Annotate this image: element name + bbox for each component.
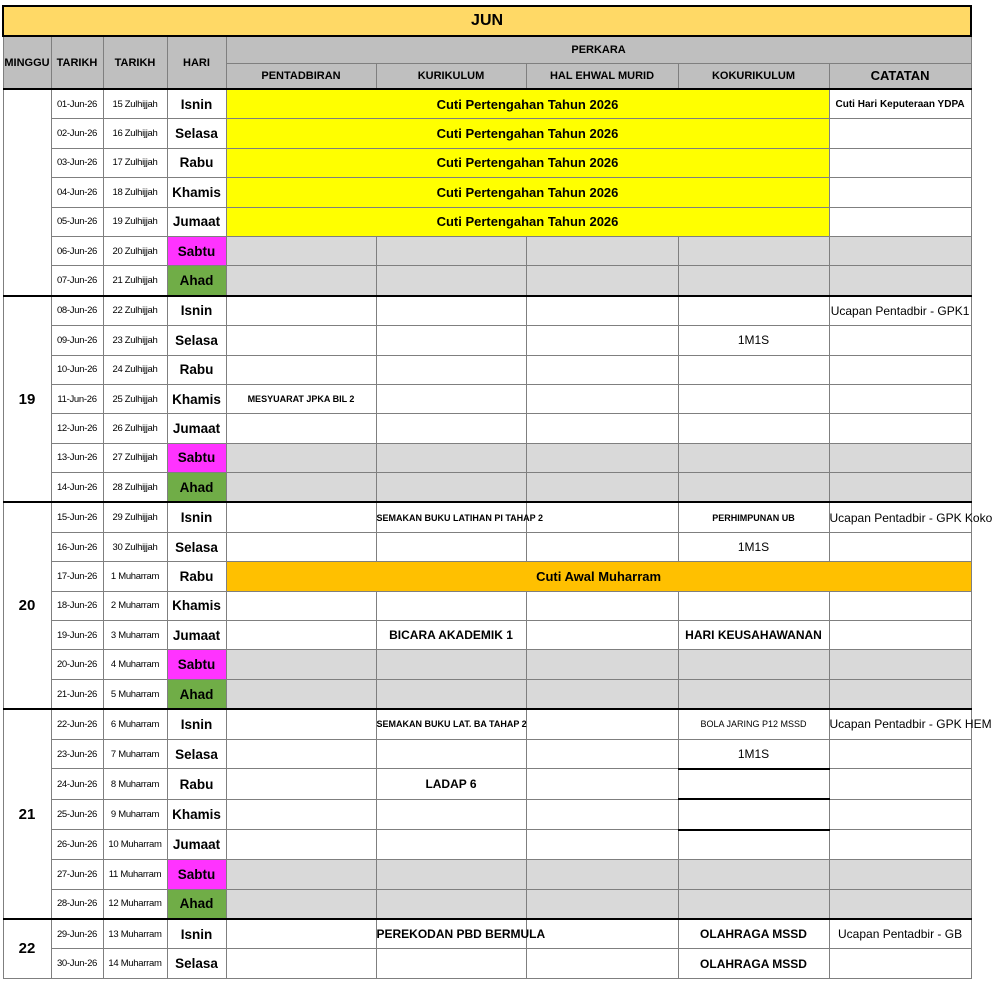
table-row [3,860,971,889]
pentadbiran-cell [226,443,376,472]
kokurikulum-cell [678,473,829,503]
catatan-cell: Ucapan Pentadbir - GB [829,919,971,949]
table-row [3,384,971,413]
week-number: 22 [3,919,51,978]
kokurikulum-cell [678,799,829,829]
kokurikulum-cell [678,650,829,679]
hijri-date-cell: 14 Muharram [103,949,167,978]
hijri-date-cell: 7 Muharram [103,739,167,769]
hijri-date-cell: 6 Muharram [103,709,167,739]
catatan-cell: Ucapan Pentadbir - GPK1 [829,296,971,326]
date-cell: 13-Jun-26 [51,443,103,472]
hem-cell [526,443,678,472]
kurikulum-cell [376,414,526,443]
date-cell: 05-Jun-26 [51,207,103,236]
hijri-date-cell: 10 Muharram [103,830,167,860]
pentadbiran-cell [226,799,376,829]
hijri-date-cell: 18 Zulhijjah [103,178,167,207]
holiday-banner: Cuti Pertengahan Tahun 2026 [226,119,829,148]
hem-cell [526,679,678,709]
day-cell: Jumaat [167,830,226,860]
catatan-cell [829,355,971,384]
kurikulum-cell [376,591,526,620]
date-cell: 26-Jun-26 [51,830,103,860]
hijri-date-cell: 17 Zulhijjah [103,148,167,177]
hijri-date-cell: 2 Muharram [103,591,167,620]
june-calendar-table [2,5,992,979]
hem-cell [526,739,678,769]
table-row [3,799,971,829]
table-row [3,532,971,561]
table-row [3,89,971,119]
date-cell: 23-Jun-26 [51,739,103,769]
kurikulum-cell [376,326,526,355]
catatan-cell: Ucapan Pentadbir - GPK HEM [829,709,971,739]
day-cell: Rabu [167,355,226,384]
hijri-date-cell: 3 Muharram [103,621,167,650]
hijri-date-cell: 13 Muharram [103,919,167,949]
kurikulum-cell [376,236,526,265]
kokurikulum-cell [678,679,829,709]
pentadbiran-cell [226,830,376,860]
header-minggu: MINGGU [3,36,51,89]
hijri-date-cell: 15 Zulhijjah [103,89,167,119]
table-row [3,355,971,384]
catatan-cell [829,414,971,443]
hijri-date-cell: 12 Muharram [103,889,167,919]
hijri-date-cell: 24 Zulhijjah [103,355,167,384]
hem-cell [526,296,678,326]
day-cell: Sabtu [167,860,226,889]
day-cell: Khamis [167,384,226,413]
kurikulum-cell: SEMAKAN BUKU LAT. BA TAHAP 2 [376,709,526,739]
day-cell: Jumaat [167,207,226,236]
kurikulum-cell [376,384,526,413]
kurikulum-cell [376,679,526,709]
date-cell: 22-Jun-26 [51,709,103,739]
date-cell: 04-Jun-26 [51,178,103,207]
week-number [3,89,51,296]
kokurikulum-cell: 1M1S [678,739,829,769]
kokurikulum-cell [678,769,829,799]
hijri-date-cell: 21 Zulhijjah [103,266,167,296]
table-row [3,148,971,177]
pentadbiran-cell [226,414,376,443]
table-row [3,207,971,236]
kurikulum-cell [376,739,526,769]
table-row [3,296,971,326]
date-cell: 29-Jun-26 [51,919,103,949]
kokurikulum-cell [678,355,829,384]
kokurikulum-cell [678,236,829,265]
date-cell: 03-Jun-26 [51,148,103,177]
day-cell: Ahad [167,889,226,919]
hijri-date-cell: 20 Zulhijjah [103,236,167,265]
kurikulum-cell: PEREKODAN PBD BERMULA [376,919,526,949]
day-cell: Sabtu [167,236,226,265]
table-row [3,709,971,739]
pentadbiran-cell [226,266,376,296]
day-cell: Isnin [167,709,226,739]
table-row [3,473,971,503]
kokurikulum-cell: OLAHRAGA MSSD [678,919,829,949]
date-cell: 18-Jun-26 [51,591,103,620]
pentadbiran-cell [226,502,376,532]
header-perkara: PERKARA [226,36,971,63]
hijri-date-cell: 8 Muharram [103,769,167,799]
table-row [3,739,971,769]
pentadbiran-cell [226,860,376,889]
table-row [3,679,971,709]
header-hari: HARI [167,36,226,89]
week-number: 21 [3,709,51,919]
table-row [3,769,971,799]
table-row [3,949,971,978]
kokurikulum-cell [678,296,829,326]
hem-cell [526,326,678,355]
hijri-date-cell: 25 Zulhijjah [103,384,167,413]
hijri-date-cell: 26 Zulhijjah [103,414,167,443]
hem-cell [526,889,678,919]
date-cell: 02-Jun-26 [51,119,103,148]
table-row [3,502,971,532]
holiday-banner: Cuti Pertengahan Tahun 2026 [226,148,829,177]
catatan-cell: Ucapan Pentadbir - GPK Koko [829,502,971,532]
pentadbiran-cell [226,473,376,503]
catatan-cell [829,148,971,177]
day-cell: Selasa [167,119,226,148]
holiday-banner: Cuti Pertengahan Tahun 2026 [226,178,829,207]
kurikulum-cell [376,296,526,326]
catatan-cell [829,119,971,148]
day-cell: Isnin [167,919,226,949]
kurikulum-cell [376,799,526,829]
table-row [3,443,971,472]
day-cell: Ahad [167,266,226,296]
day-cell: Jumaat [167,414,226,443]
kurikulum-cell [376,889,526,919]
kokurikulum-cell [678,889,829,919]
pentadbiran-cell [226,236,376,265]
date-cell: 19-Jun-26 [51,621,103,650]
hem-cell [526,384,678,413]
catatan-cell [829,860,971,889]
day-cell: Khamis [167,799,226,829]
day-cell: Isnin [167,502,226,532]
catatan-cell [829,532,971,561]
table-row [3,414,971,443]
catatan-cell [829,799,971,829]
catatan-cell [829,830,971,860]
day-cell: Khamis [167,591,226,620]
header-pentadbiran: PENTADBIRAN [226,63,376,89]
kokurikulum-cell [678,860,829,889]
date-cell: 17-Jun-26 [51,562,103,591]
pentadbiran-cell [226,532,376,561]
kurikulum-cell [376,355,526,384]
hem-cell [526,473,678,503]
table-row [3,621,971,650]
catatan-cell [829,443,971,472]
kokurikulum-cell: OLAHRAGA MSSD [678,949,829,978]
hem-cell [526,949,678,978]
hem-cell [526,799,678,829]
day-cell: Selasa [167,326,226,355]
header-catatan: CATATAN [829,63,971,89]
hem-cell [526,830,678,860]
catatan-cell [829,650,971,679]
table-row [3,562,971,591]
week-number: 19 [3,296,51,503]
kurikulum-cell [376,860,526,889]
date-cell: 14-Jun-26 [51,473,103,503]
day-cell: Isnin [167,296,226,326]
date-cell: 12-Jun-26 [51,414,103,443]
hijri-date-cell: 11 Muharram [103,860,167,889]
date-cell: 30-Jun-26 [51,949,103,978]
date-cell: 11-Jun-26 [51,384,103,413]
date-cell: 10-Jun-26 [51,355,103,384]
kokurikulum-cell: HARI KEUSAHAWANAN [678,621,829,650]
hem-cell [526,236,678,265]
holiday-banner: Cuti Awal Muharram [226,562,971,591]
kokurikulum-cell [678,266,829,296]
hem-cell [526,650,678,679]
date-cell: 06-Jun-26 [51,236,103,265]
kokurikulum-cell [678,591,829,620]
date-cell: 09-Jun-26 [51,326,103,355]
kurikulum-cell [376,949,526,978]
kurikulum-cell [376,830,526,860]
header-kurikulum: KURIKULUM [376,63,526,89]
pentadbiran-cell [226,709,376,739]
hijri-date-cell: 23 Zulhijjah [103,326,167,355]
pentadbiran-cell [226,650,376,679]
pentadbiran-cell [226,679,376,709]
table-row [3,119,971,148]
hem-cell [526,919,678,949]
hem-cell [526,414,678,443]
hijri-date-cell: 28 Zulhijjah [103,473,167,503]
day-cell: Selasa [167,532,226,561]
day-cell: Ahad [167,473,226,503]
table-row [3,326,971,355]
hem-cell [526,355,678,384]
table-row [3,236,971,265]
kokurikulum-cell: 1M1S [678,532,829,561]
table-row [3,919,971,949]
table-row [3,889,971,919]
kokurikulum-cell [678,414,829,443]
kokurikulum-cell [678,443,829,472]
date-cell: 01-Jun-26 [51,89,103,119]
table-row [3,591,971,620]
table-row [3,266,971,296]
catatan-cell [829,236,971,265]
kokurikulum-cell [678,830,829,860]
catatan-cell [829,621,971,650]
day-cell: Rabu [167,148,226,177]
pentadbiran-cell [226,919,376,949]
pentadbiran-cell [226,591,376,620]
week-number: 20 [3,502,51,709]
pentadbiran-cell [226,621,376,650]
pentadbiran-cell [226,769,376,799]
hem-cell [526,621,678,650]
kurikulum-cell: SEMAKAN BUKU LATIHAN PI TAHAP 2 [376,502,526,532]
catatan-cell: Cuti Hari Keputeraan YDPA [829,89,971,119]
hijri-date-cell: 16 Zulhijjah [103,119,167,148]
catatan-cell [829,679,971,709]
kurikulum-cell [376,650,526,679]
catatan-cell [829,769,971,799]
day-cell: Ahad [167,679,226,709]
date-cell: 28-Jun-26 [51,889,103,919]
hem-cell [526,709,678,739]
day-cell: Sabtu [167,443,226,472]
holiday-banner: Cuti Pertengahan Tahun 2026 [226,207,829,236]
day-cell: Sabtu [167,650,226,679]
month-title: JUN [3,6,971,36]
hijri-date-cell: 29 Zulhijjah [103,502,167,532]
catatan-cell [829,384,971,413]
hem-cell [526,532,678,561]
hijri-date-cell: 9 Muharram [103,799,167,829]
catatan-cell [829,266,971,296]
date-cell: 24-Jun-26 [51,769,103,799]
table-row [3,178,971,207]
kokurikulum-cell [678,384,829,413]
date-cell: 15-Jun-26 [51,502,103,532]
hem-cell [526,860,678,889]
hijri-date-cell: 1 Muharram [103,562,167,591]
table-row [3,650,971,679]
pentadbiran-cell [226,355,376,384]
header-tarikh-hijri: TARIKH [103,36,167,89]
kurikulum-cell [376,443,526,472]
hijri-date-cell: 27 Zulhijjah [103,443,167,472]
date-cell: 21-Jun-26 [51,679,103,709]
hijri-date-cell: 22 Zulhijjah [103,296,167,326]
kurikulum-cell [376,266,526,296]
date-cell: 25-Jun-26 [51,799,103,829]
day-cell: Selasa [167,949,226,978]
pentadbiran-cell [226,326,376,355]
pentadbiran-cell [226,889,376,919]
catatan-cell [829,207,971,236]
table-row [3,830,971,860]
kurikulum-cell: BICARA AKADEMIK 1 [376,621,526,650]
catatan-cell [829,178,971,207]
kurikulum-cell [376,473,526,503]
header-hal-ehwal-murid: HAL EHWAL MURID [526,63,678,89]
holiday-banner: Cuti Pertengahan Tahun 2026 [226,89,829,119]
hijri-date-cell: 5 Muharram [103,679,167,709]
day-cell: Jumaat [167,621,226,650]
date-cell: 07-Jun-26 [51,266,103,296]
hem-cell [526,266,678,296]
kokurikulum-cell: BOLA JARING P12 MSSD [678,709,829,739]
day-cell: Isnin [167,89,226,119]
pentadbiran-cell [226,739,376,769]
date-cell: 27-Jun-26 [51,860,103,889]
hem-cell [526,769,678,799]
kurikulum-cell: LADAP 6 [376,769,526,799]
pentadbiran-cell [226,949,376,978]
catatan-cell [829,591,971,620]
header-tarikh: TARIKH [51,36,103,89]
day-cell: Rabu [167,769,226,799]
hijri-date-cell: 4 Muharram [103,650,167,679]
date-cell: 20-Jun-26 [51,650,103,679]
kurikulum-cell [376,532,526,561]
date-cell: 08-Jun-26 [51,296,103,326]
catatan-cell [829,473,971,503]
header-kokurikulum: KOKURIKULUM [678,63,829,89]
day-cell: Selasa [167,739,226,769]
day-cell: Khamis [167,178,226,207]
catatan-cell [829,739,971,769]
hem-cell [526,591,678,620]
day-cell: Rabu [167,562,226,591]
pentadbiran-cell: MESYUARAT JPKA BIL 2 [226,384,376,413]
catatan-cell [829,949,971,978]
pentadbiran-cell [226,296,376,326]
hijri-date-cell: 30 Zulhijjah [103,532,167,561]
hem-cell [526,502,678,532]
kokurikulum-cell: 1M1S [678,326,829,355]
catatan-cell [829,326,971,355]
hijri-date-cell: 19 Zulhijjah [103,207,167,236]
catatan-cell [829,889,971,919]
date-cell: 16-Jun-26 [51,532,103,561]
kokurikulum-cell: PERHIMPUNAN UB [678,502,829,532]
